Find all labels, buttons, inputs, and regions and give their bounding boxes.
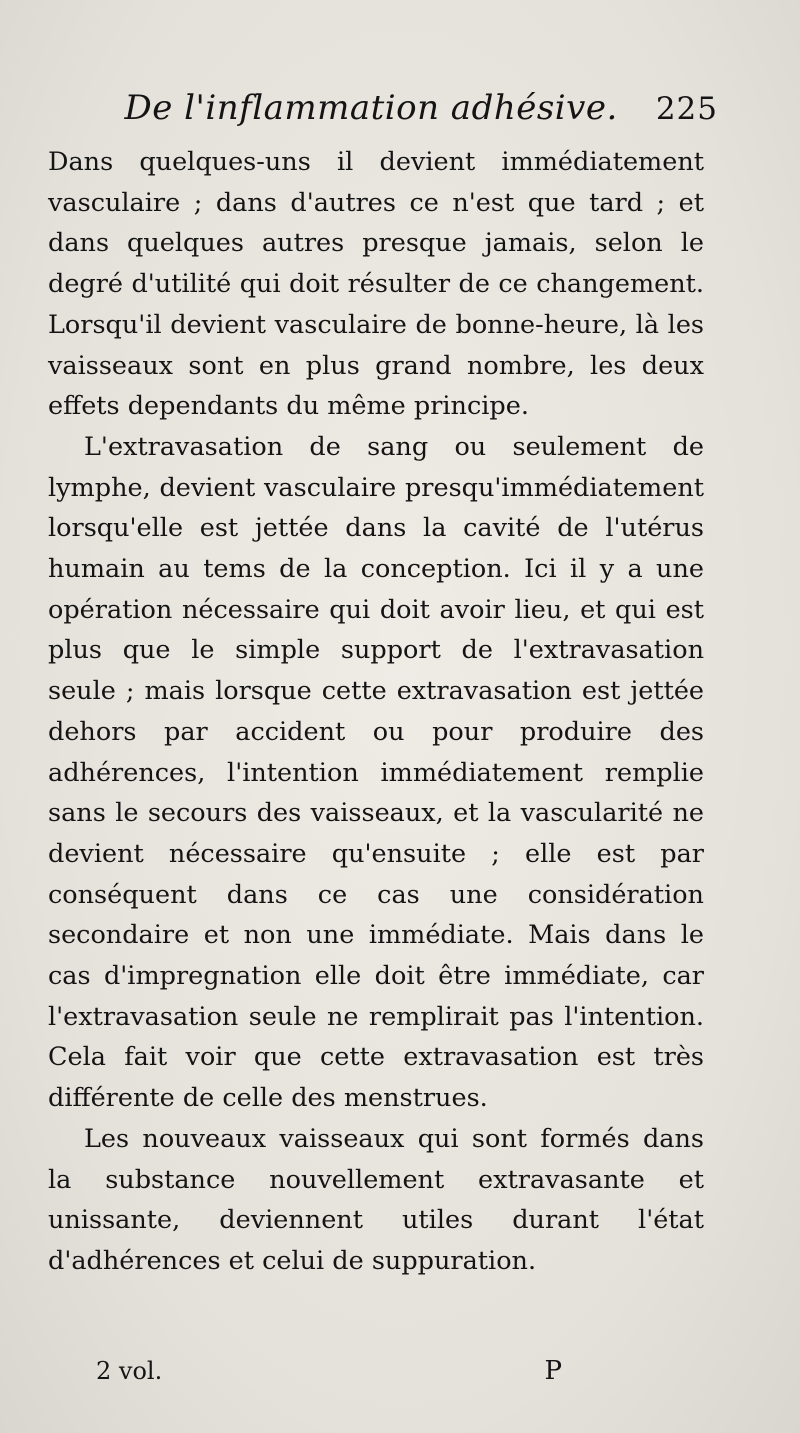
paragraph-3: Les nouveaux vaisseaux qui sont formés dans la substance nouvellement extravasante et unissante, deviennent utiles durant l'état d'adhérences et celui de suppuration. bbox=[48, 1123, 704, 1276]
paragraph-2: L'extravasation de sang ou seulement de lymphe, devient vasculaire presqu'immédiatement lorsqu'elle est jettée dans la cavité de l'utérus humain au tems de la conception. Ici il y a une opération nécessaire qui doit avoir lieu, et qui est plus que le simple support de l'extravasation seule ; mais lorsque cette extravasation est jettée dehors par accident ou pour produire des adhérences, l'intention immédiatement remplie sans le secours des vaisseaux, et la vascularité ne devient nécessaire qu'ensuite ; elle est par conséquent dans ce cas une considération secondaire et non une immédiate. Mais dans le cas d'impregnation elle doit être immédiate, car l'extravasation seule ne remplirait pas l'intention. Cela fait voir que cette extravasation est très différente de celle des menstrues. bbox=[48, 431, 704, 1114]
page-footer bbox=[96, 1356, 562, 1400]
running-head bbox=[48, 88, 718, 144]
page-number: 225 bbox=[655, 91, 718, 127]
paragraph-1: Dans quelques-uns il devient immédiatement vasculaire ; dans d'autres ce n'est que tard ; et dans quelques autres presque jamais, selon le degré d'utilité qui doit résulter de ce changement. Lorsqu'il devient vasculaire de bonne-heure, là les vaisseaux sont en plus grand nombre, les deux effets dependants du même principe. bbox=[48, 147, 704, 422]
signature-mark: P bbox=[544, 1356, 562, 1386]
volume-mark: 2 vol. bbox=[96, 1357, 163, 1385]
running-title: De l'inflammation adhésive. bbox=[124, 88, 618, 128]
body-text bbox=[48, 142, 704, 1282]
